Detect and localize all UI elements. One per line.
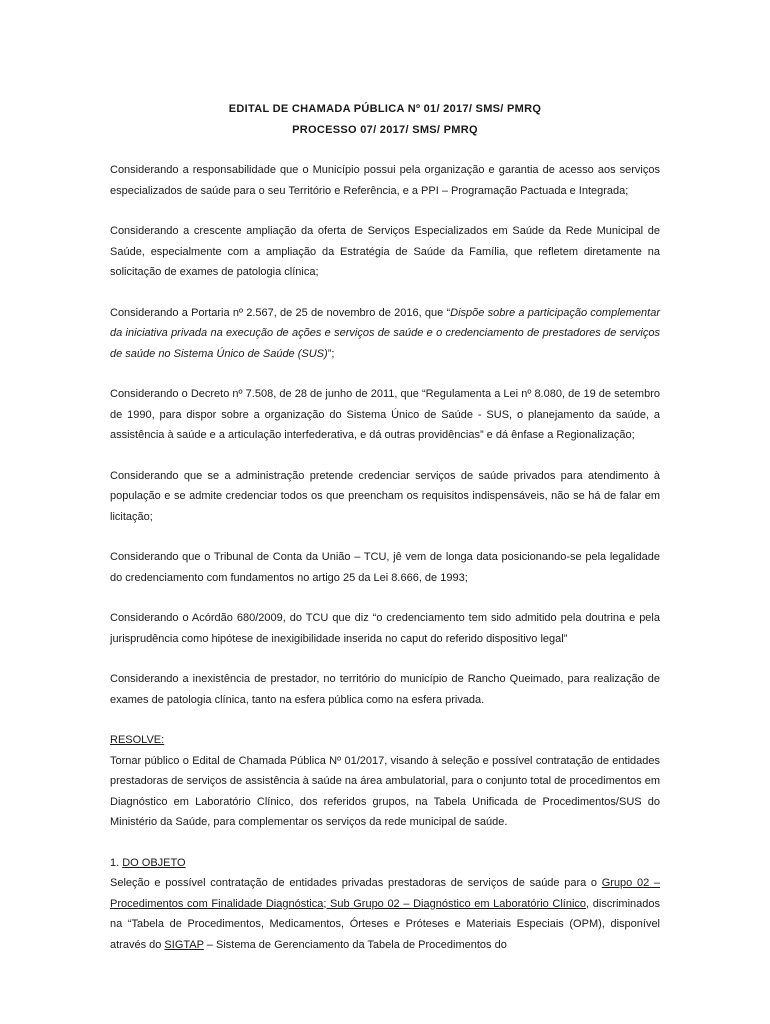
paragraph-considerando-6: Considerando que o Tribunal de Conta da União – TCU, jê vem de longa data posicionando-se pela legalidade do credenciamento com fundamentos no artigo 25 da Lei 8.666, de 1993; <box>110 551 660 584</box>
paragraph-considerando-5: Considerando que se a administração pretende credenciar serviços de saúde privados para atendimento à população e se admite credenciar todos os que preencham os requisitos indispensáveis, não se há de falar em licitação; <box>110 469 660 523</box>
section-1-label: DO OBJETO <box>122 856 186 869</box>
paragraph-considerando-7: Considerando o Acórdão 680/2009, do TCU que diz “o credenciamento tem sido admitido pela doutrina e pela jurisprudência como hipótese de inexigibilidade inserida no caput do referido dispositivo legal” <box>110 612 660 645</box>
document-title: EDITAL DE CHAMADA PÚBLICA Nº 01/ 2017/ SMS/ PMRQ <box>228 103 542 115</box>
paragraph-3-quote: Dispõe sobre a participação complementar da iniciativa privada na execução de ações e serviços de saúde e o credenciamento de prestadores de serviços de saúde no Sistema Único de Saúde (SUS) <box>110 306 661 360</box>
resolve-label: RESOLVE: <box>110 734 165 746</box>
paragraph-considerando-2: Considerando a crescente ampliação da oferta de Serviços Especializados em Saúde da Rede Municipal de Saúde, especialmente com a ampliação da Estratégia de Saúde da Família, que refletem diretamente na solicitação de exames de patologia clínica; <box>110 225 660 278</box>
section-1-sigtap-reference: SIGTAP <box>164 938 204 951</box>
paragraph-considerando-3 <box>110 303 660 365</box>
section-1-text-c: – Sistema de Gerenciamento da Tabela de Procedimentos do <box>203 938 507 951</box>
paragraph-3-suffix: ”; <box>327 347 335 360</box>
section-1-text-b: discriminados na “Tabela de Procedimentos, Medicamentos, Órteses e Próteses e Materiais Especiais (OPM), disponível através do <box>110 897 660 951</box>
section-1-group-reference: Grupo 02 – Procedimentos com Finalidade Diagnóstica; Sub Grupo 02 – Diagnóstico em Laboratório Clínico, <box>110 877 660 910</box>
paragraph-considerando-1: Considerando a responsabilidade que o Município possui pela organização e garantia de acesso aos serviços especializados de saúde para o seu Território e Referência, e a PPI – Programação Pactuada e Integrada; <box>110 164 660 197</box>
section-1-number: 1. <box>110 856 123 869</box>
resolve-heading <box>110 730 660 751</box>
paragraph-3-prefix: Considerando a Portaria nº 2.567, de 25 de novembro de 2016, que “ <box>110 306 451 319</box>
resolve-paragraph: Tornar público o Edital de Chamada Pública Nº 01/2017, visando à seleção e possível contratação de entidades prestadoras de serviços de assistência à saúde na área ambulatorial, para o conjunto total de procedimentos em Diagnóstico em Laboratório Clínico, dos referidos grupos, na Tabela Unificada de Procedimentos/SUS do Ministério da Saúde, para complementar os serviços da rede municipal de saúde. <box>110 754 660 828</box>
paragraph-considerando-4: Considerando o Decreto nº 7.508, de 28 de junho de 2011, que “Regulamenta a Lei nº 8.080, de 19 de setembro de 1990, para dispor sobre a organização do Sistema Único de Saúde - SUS, o planejamento da saúde, a assistência à saúde e a articulação interfederativa, e dá outras providências” e dá ênfase a Regionalização; <box>110 388 660 441</box>
section-1-text-a: Seleção e possível contratação de entidades privadas prestadoras de serviços de saúde para o <box>110 877 602 889</box>
paragraph-considerando-8: Considerando a inexistência de prestador, no território do município de Rancho Queimado, para realização de exames de patologia clínica, tanto na esfera pública como na esfera privada. <box>110 673 660 706</box>
section-1-heading <box>110 853 660 874</box>
document-body <box>110 160 660 975</box>
section-1-paragraph <box>110 873 660 955</box>
document-subtitle: PROCESSO 07/ 2017/ SMS/ PMRQ <box>292 124 478 136</box>
